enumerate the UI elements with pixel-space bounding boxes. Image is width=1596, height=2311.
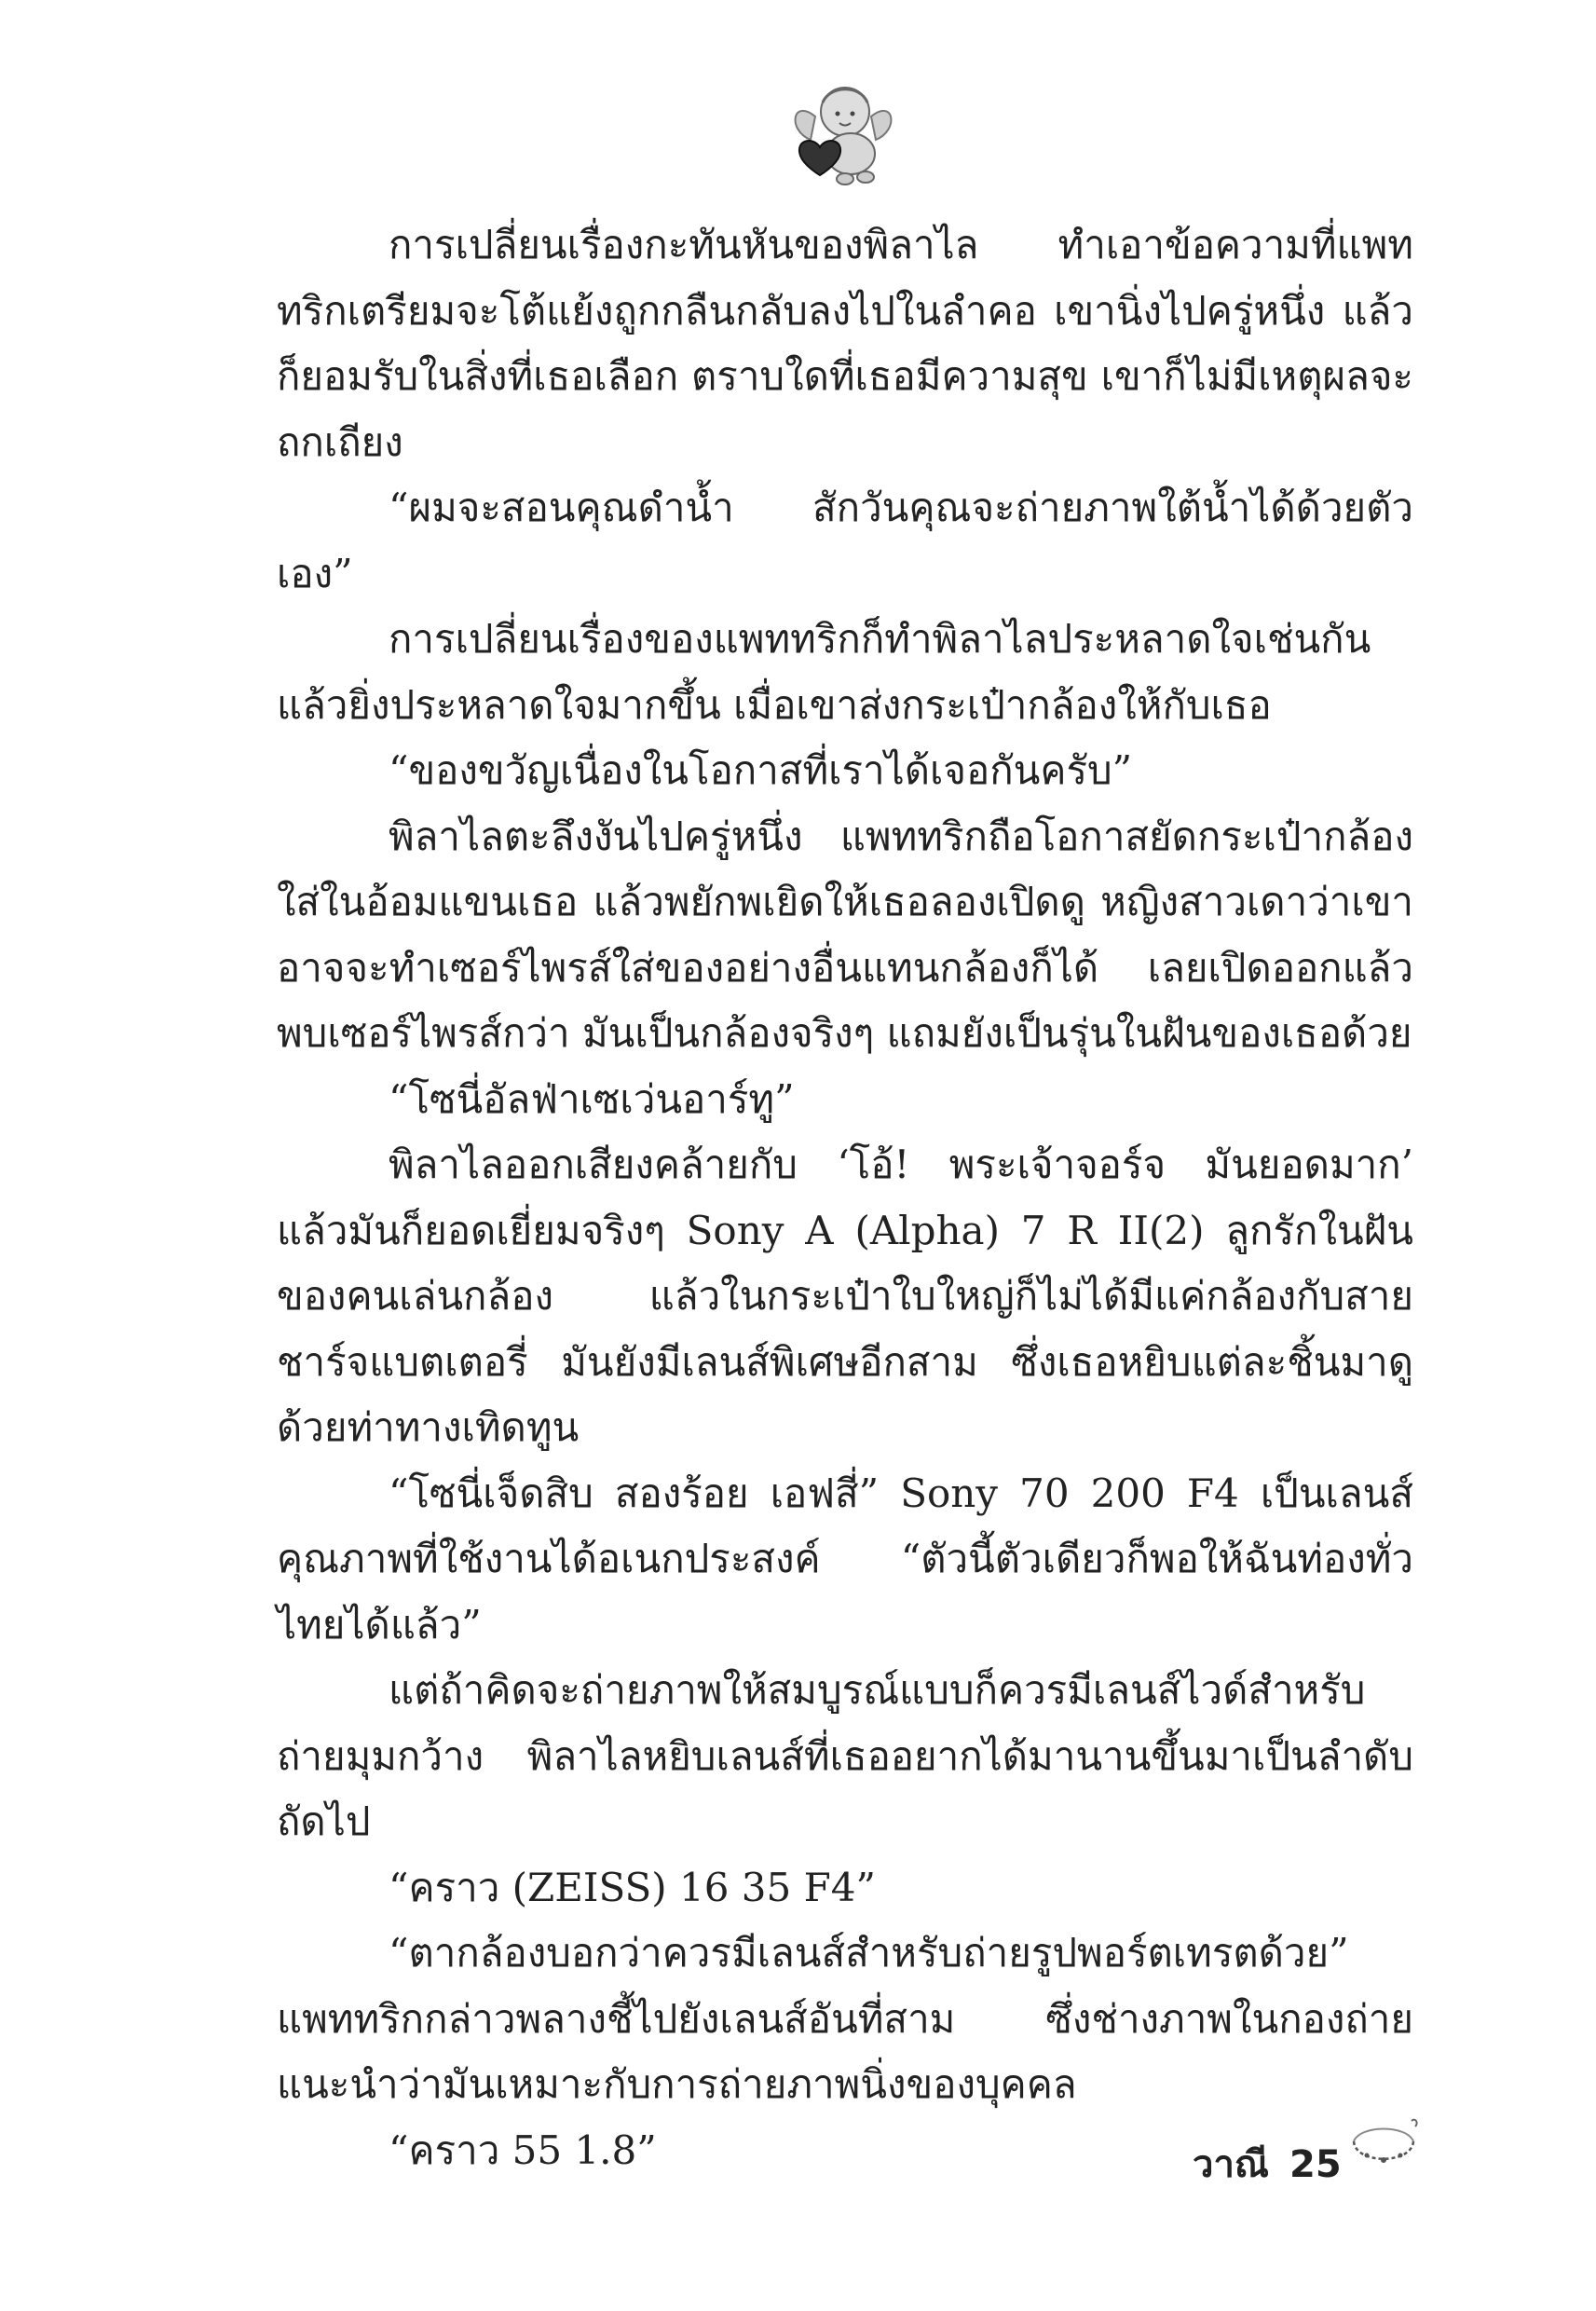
dialogue-line: “ของขวัญเนื่องในโอกาสที่เราได้เจอกันครับ” bbox=[389, 747, 1133, 793]
paragraph: พิลาไลตะลึงงันไปครู่หนึ่ง แพททริกถือโอกาสยัดกระเป๋ากล้องใส่ในอ้อมแขนเธอ แล้วพยักพเยิดให้เธอลองเปิดดู หญิงสาวเดาว่าเขาอาจจะทำเซอร์ไพรส์ใส่ของอย่างอื่นแทนกล้องก็ได้ เลยเปิดออกแล้วพบเซอร์ไพรส์กว่า มันเป็นกล้องจริงๆ แถมยังเป็นรุ่นในฝันของเธอด้วย bbox=[277, 813, 1413, 1056]
paragraph: “ตากล้องบอกว่าควรมีเลนส์สำหรับถ่ายรูปพอร์ตเทรตด้วย” แพททริกกล่าวพลางชี้ไปยังเลนส์อันที่สาม ซึ่งช่างภาพในกองถ่ายแนะนำว่ามันเหมาะกับการถ่ายภาพนิ่งของบุคคล bbox=[277, 1930, 1413, 2107]
dialogue-line: “คราว 55 1.8” bbox=[389, 2126, 657, 2173]
page-footer bbox=[1193, 2134, 1342, 2194]
dialogue-line: “โซนี่อัลฟ่าเซเว่นอาร์ทู” bbox=[389, 1075, 795, 1122]
story-text bbox=[277, 212, 1413, 2183]
bracelet-ornament-icon bbox=[1346, 2113, 1421, 2179]
book-title: วาณี bbox=[1193, 2143, 1270, 2186]
page-number: 25 bbox=[1289, 2143, 1342, 2186]
paragraph: การเปลี่ยนเรื่องของแพททริกก็ทำพิลาไลประหลาดใจเช่นกัน แล้วยิ่งประหลาดใจมากขึ้น เมื่อเขาส่งกระเป๋ากล้องให้กับเธอ bbox=[277, 616, 1371, 728]
dialogue-line: “คราว (ZEISS) 16 35 F4” bbox=[389, 1864, 876, 1910]
paragraph: แต่ถ้าคิดจะถ่ายภาพให้สมบูรณ์แบบก็ควรมีเลนส์ไวด์สำหรับถ่ายมุมกว้าง พิลาไลหยิบเลนส์ที่เธออยากได้มานานขึ้นมาเป็นลำดับถัดไป bbox=[277, 1667, 1413, 1844]
cupid-heart-icon bbox=[778, 65, 908, 196]
paragraph: การเปลี่ยนเรื่องกะทันหันของพิลาไล ทำเอาข้อความที่แพททริกเตรียมจะโต้แย้งถูกกลืนกลับลงไปในลำคอ เขานิ่งไปครู่หนึ่ง แล้วก็ยอมรับในสิ่งที่เธอเลือก ตราบใดที่เธอมีความสุข เขาก็ไม่มีเหตุผลจะถกเถียง bbox=[277, 222, 1413, 465]
paragraph: พิลาไลออกเสียงคล้ายกับ ‘โอ้! พระเจ้าจอร์จ มันยอดมาก’ แล้วมันก็ยอดเยี่ยมจริงๆ Sony A (Alpha) 7 R II(2) ลูกรักในฝันของคนเล่นกล้อง แล้วในกระเป๋าใบใหญ่ก็ไม่ได้มีแค่กล้องกับสายชาร์จแบตเตอรี่ มันยังมีเลนส์พิเศษอีกสาม ซึ่งเธอหยิบแต่ละชิ้นมาดูด้วยท่าทางเทิดทูน bbox=[277, 1142, 1413, 1450]
paragraph: “โซนี่เจ็ดสิบ สองร้อย เอฟสี่” Sony 70 200 F4 เป็นเลนส์คุณภาพที่ใช้งานได้อเนกประสงค์ “ตัวนี้ตัวเดียวก็พอให้ฉันท่องทั่วไทยได้แล้ว” bbox=[277, 1470, 1413, 1648]
dialogue-line: “ผมจะสอนคุณดำน้ำ สักวันคุณจะถ่ายภาพใต้น้ำได้ด้วยตัวเอง” bbox=[277, 485, 1413, 596]
